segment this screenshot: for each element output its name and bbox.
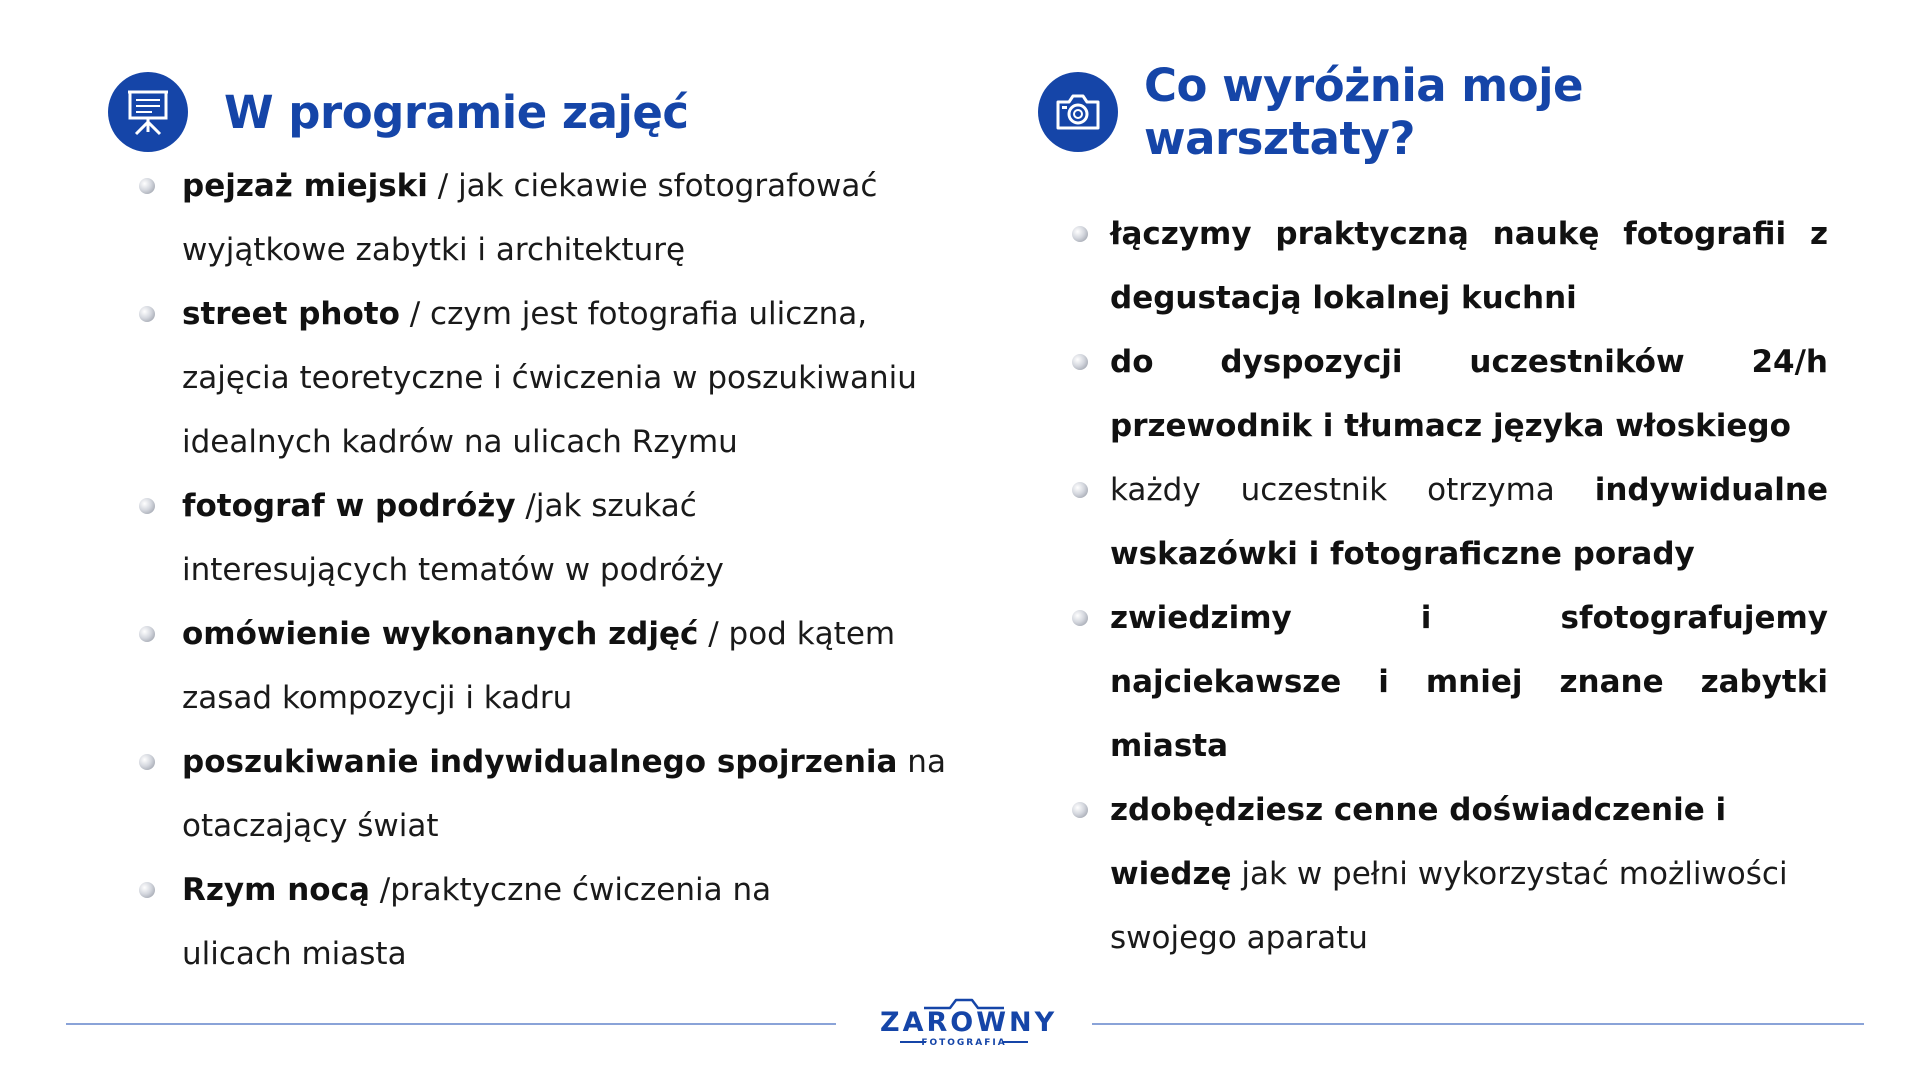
program-title: W programie zajęć	[224, 85, 689, 139]
features-title: Co wyróżnia moje warsztaty?	[1144, 59, 1584, 165]
bullet-icon	[139, 306, 155, 322]
footer-divider-left	[66, 1023, 836, 1025]
list-item: zwiedzimy i sfotografujemy najciekawsze i mniej znane zabytki miasta	[1038, 586, 1828, 778]
features-list	[1038, 202, 1828, 970]
bullet-icon	[139, 178, 155, 194]
list-item: pejzaż miejski / jak ciekawie sfotografować wyjątkowe zabytki i architekturę	[108, 154, 1008, 282]
bullet-icon	[1072, 610, 1088, 626]
bullet-icon	[1072, 482, 1088, 498]
bullet-icon	[139, 498, 155, 514]
list-item: łączymy praktyczną naukę fotografii z degustacją lokalnej kuchni	[1038, 202, 1828, 330]
logo-subtitle: FOTOGRAFIA	[921, 1038, 1007, 1048]
features-column	[1038, 59, 1828, 970]
list-item: każdy uczestnik otrzyma indywidualne wskazówki i fotograficzne porady	[1038, 458, 1828, 586]
features-header	[1038, 59, 1828, 165]
brand-logo	[880, 996, 1058, 1048]
list-item: zdobędziesz cenne doświadczenie i wiedzę jak w pełni wykorzystać możliwości swojego aparatu	[1038, 778, 1828, 970]
bullet-icon	[1072, 354, 1088, 370]
presentation-board-icon	[108, 72, 188, 152]
bullet-icon	[139, 882, 155, 898]
list-item: omówienie wykonanych zdjęć / pod kątem zasad kompozycji i kadru	[108, 602, 982, 730]
camera-icon	[1038, 72, 1118, 152]
list-item: Rzym nocą /praktyczne ćwiczenia na ulicach miasta	[108, 858, 862, 986]
logo-wordmark: ZAROWNY	[880, 1007, 1058, 1038]
list-item: fotograf w podróży /jak szukać interesujących tematów w podróży	[108, 474, 862, 602]
list-item: do dyspozycji uczestników 24/h przewodnik i tłumacz języka włoskiego	[1038, 330, 1828, 458]
bullet-icon	[139, 626, 155, 642]
list-item: street photo / czym jest fotografia uliczna, zajęcia teoretyczne i ćwiczenia w poszukiwaniu idealnych kadrów na ulicach Rzymu	[108, 282, 922, 474]
bullet-icon	[1072, 802, 1088, 818]
program-column	[108, 72, 1008, 986]
program-header	[108, 72, 1008, 152]
footer-divider-right	[1092, 1023, 1864, 1025]
bullet-icon	[139, 754, 155, 770]
bullet-icon	[1072, 226, 1088, 242]
list-item: poszukiwanie indywidualnego spojrzenia na otaczający świat	[108, 730, 962, 858]
program-list	[108, 154, 1008, 986]
